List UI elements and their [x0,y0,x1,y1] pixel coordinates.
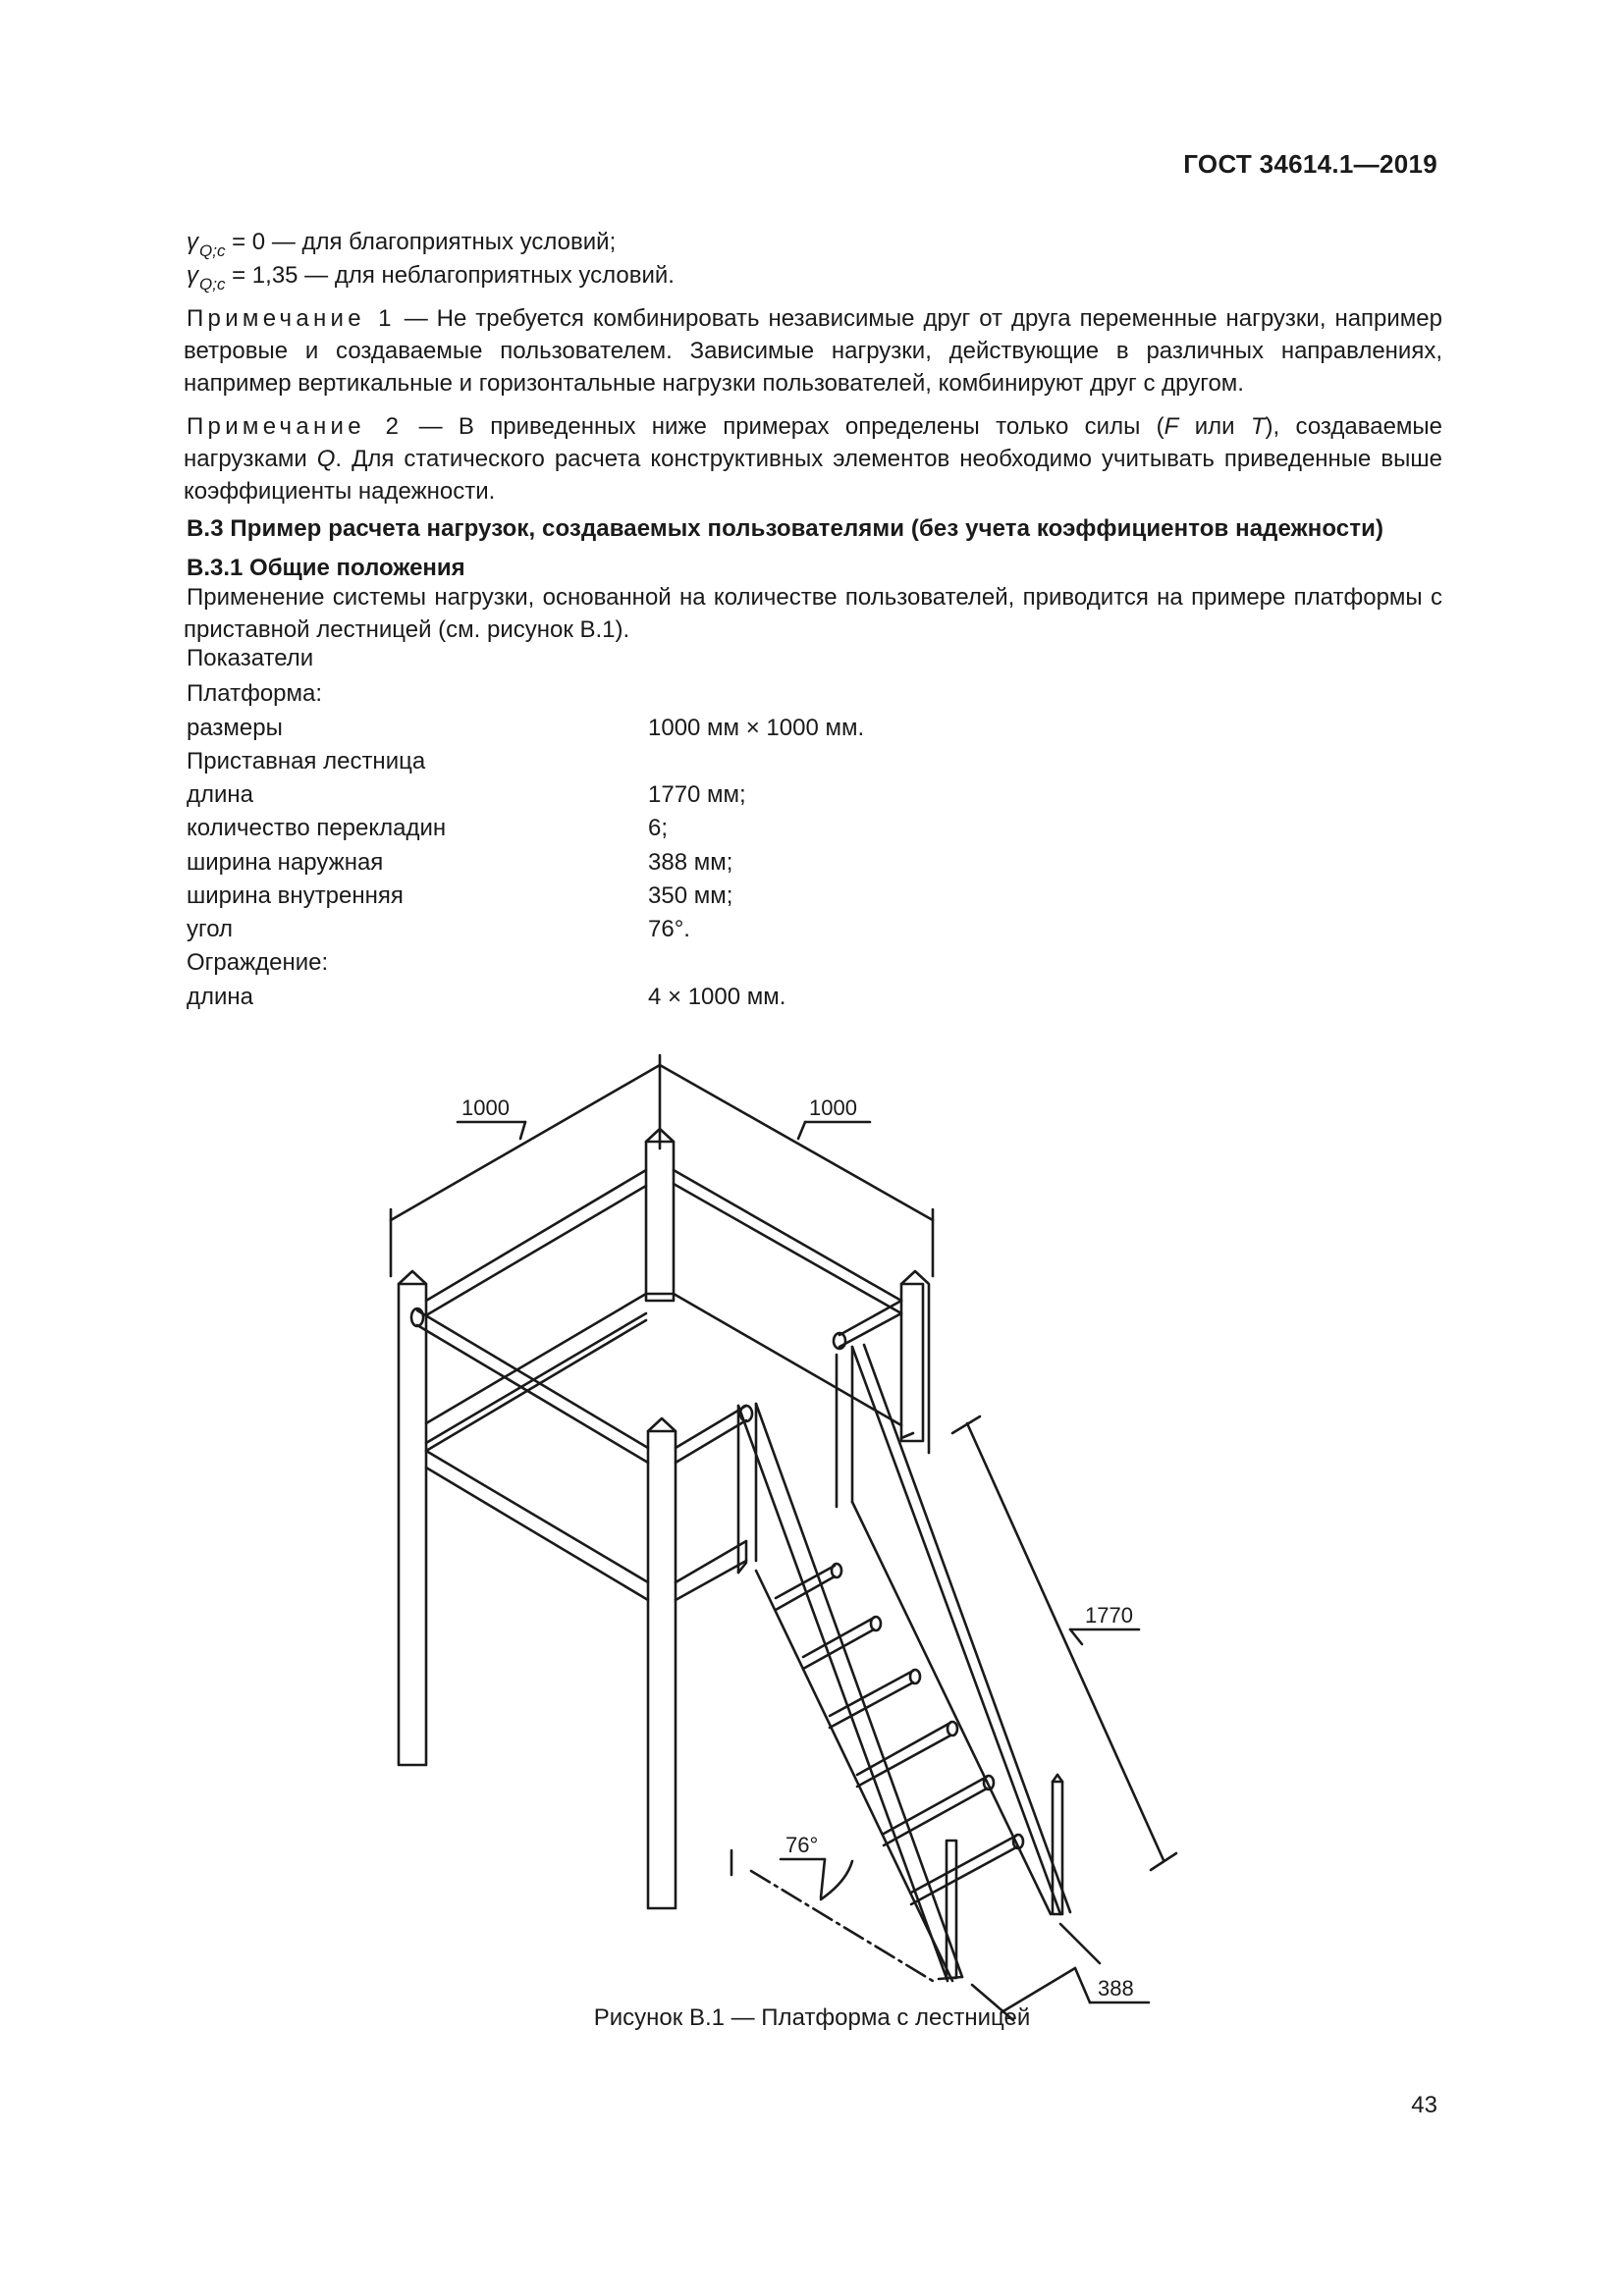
symbol-f: F [1164,413,1179,440]
param-value: 388 мм; [648,849,733,876]
note-2-text: или [1178,413,1251,440]
note-2-text: ), создаваемые нагрузками [184,413,1443,472]
param-value: 4 × 1000 мм. [648,984,786,1010]
param-value: 1000 мм × 1000 мм. [648,715,865,741]
param-value: 6; [648,815,669,841]
param-value: 76°. [648,916,690,942]
symbol-q: Q [316,446,336,472]
param-label: угол [187,916,234,942]
param-label: длина [187,781,254,808]
front-post [648,1431,676,1908]
angle-arc [821,1861,852,1899]
dim-label-right: 1000 [809,1095,857,1120]
param-label: Приставная лестница [187,748,426,774]
dimension-line-ladder [967,1423,1164,1860]
gamma-subscript: Q;c [199,241,226,260]
dim-label-left: 1000 [461,1095,510,1120]
note-2-text: . Для статического расчета конструктивных элементов необходимо учитывать приведенные выше коэффициенты надежности. [184,446,1443,505]
document-header: ГОСТ 34614.1—2019 [1183,149,1437,179]
param-label: количество перекладин [187,815,447,841]
gamma-text: = 0 — для благоприятных условий; [225,229,617,255]
gamma-text: = 1,35 — для неблагоприятных условий. [225,262,675,289]
note-1-label: Примечание 1 [187,305,396,332]
figure-caption: Рисунок В.1 — Платформа с лестницей [593,2004,1031,2031]
gamma-subscript: Q;c [199,275,226,294]
section-title: В.3 Пример расчета нагрузок, создаваемых пользователями (без учета коэффициентов надежности) [187,515,1384,542]
param-label: Показатели [187,645,314,671]
param-label: Ограждение: [187,949,329,976]
back-post [646,1142,674,1301]
left-post [399,1284,426,1765]
param-value: 1770 мм; [648,781,746,808]
param-label: длина [187,984,254,1010]
dim-label-angle: 76° [785,1833,819,1857]
param-label: ширина наружная [187,849,384,876]
param-label: размеры [187,715,283,741]
gamma-symbol: γ [187,229,198,255]
symbol-t: T [1250,413,1266,440]
param-label: Платформа: [187,680,323,707]
param-value: 350 мм; [648,882,733,909]
note-2-text: — В приведенных ниже примерах определены только силы ( [403,413,1164,440]
dimension-line-left [391,1065,660,1220]
page-number: 43 [1411,2092,1437,2118]
intro-text: Применение системы нагрузки, основанной на количестве пользователей, приводится на примере платформы с приставной лестницей (см. рисунок В.1). [184,584,1442,643]
ladder-stile-left [738,1406,947,1981]
dimension-line-right [660,1065,933,1220]
subsection-title: В.3.1 Общие положения [187,555,465,581]
dim-label-ladder-length: 1770 [1085,1603,1133,1628]
param-label: ширина внутренняя [187,882,404,909]
note-1-text: — Не требуется комбинировать независимые друг от друга переменные нагрузки, например ветровые и создаваемые пользователем. Зависимые нагрузки, действующие в различных направлениях, например вертикальные и горизонтальные нагрузки пользователей, комбинируют друг с другом. [184,305,1442,397]
gamma-symbol: γ [187,262,198,289]
note-2-label: Примечание 2 [187,413,404,440]
right-post [901,1284,923,1441]
dim-label-width: 388 [1098,1976,1134,2001]
